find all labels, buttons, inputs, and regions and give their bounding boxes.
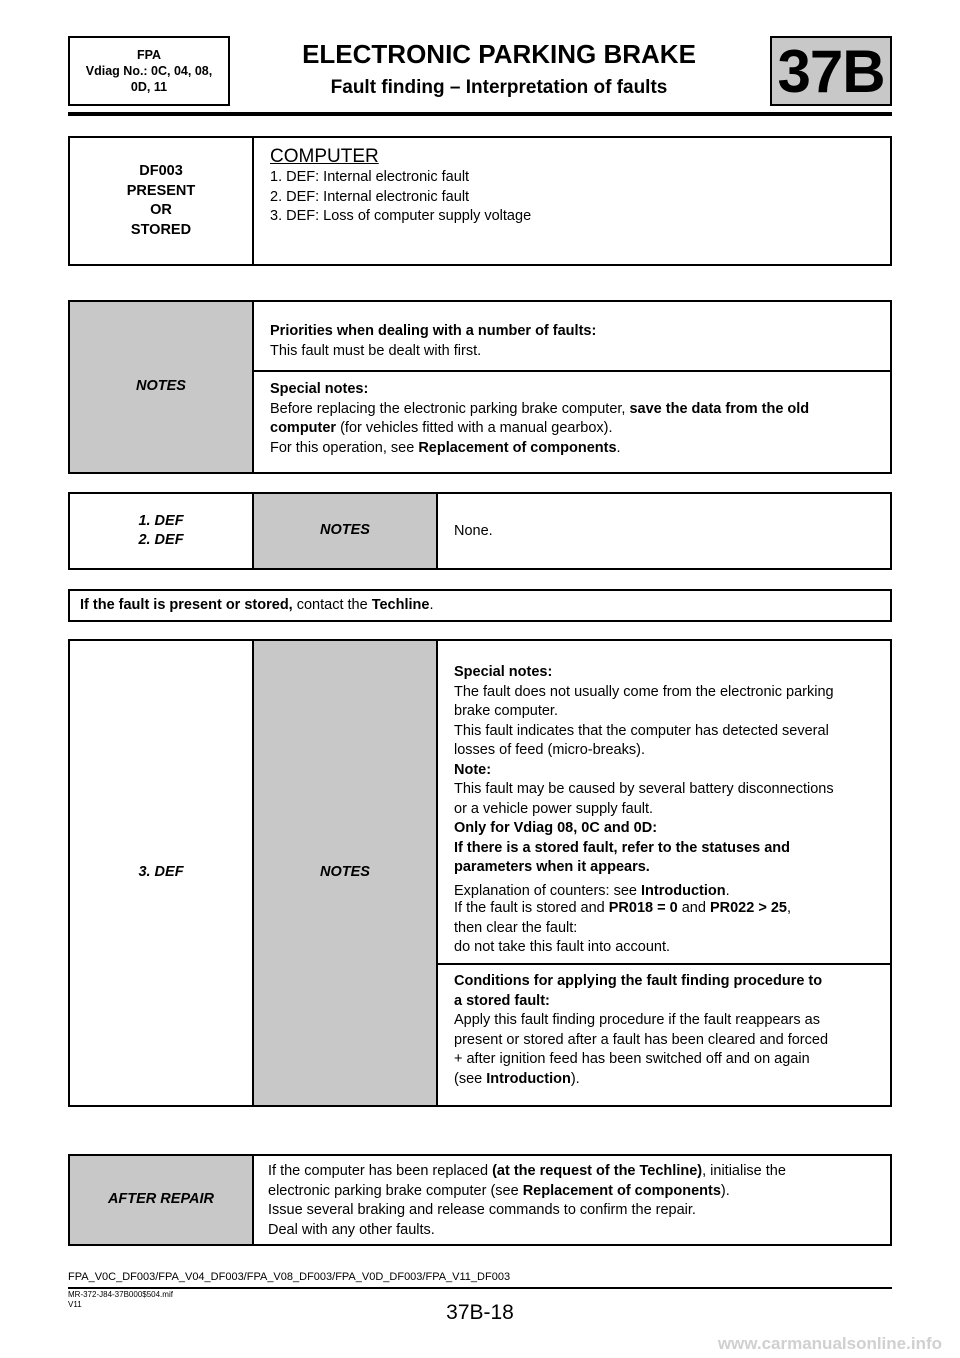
after-repair-label-cell: [70, 1156, 252, 1244]
def3-box: [68, 639, 892, 1107]
def3-notes-label: NOTES: [320, 864, 370, 881]
def3-stored-note-2: parameters when it appears.: [454, 859, 650, 875]
def3-clear-line: then clear the fault:: [454, 919, 578, 936]
def2-label: 2. DEF: [138, 532, 184, 548]
watermark: www.carmanualsonline.info: [717, 1334, 942, 1353]
def3-note-title: Note:: [454, 761, 492, 778]
fault-line-1: 1. DEF: Internal electronic fault: [270, 169, 470, 185]
def12-notes-text: None.: [454, 523, 493, 539]
def3-line-4: losses of feed (micro-breaks).: [454, 742, 645, 758]
fault-state-present: PRESENT: [126, 182, 196, 199]
fault-name: COMPUTER: [270, 146, 379, 167]
def3-label-cell: [70, 641, 252, 1105]
def12-label-cell: [70, 494, 252, 568]
def3-label: 3. DEF: [138, 864, 184, 881]
header-rule: [68, 112, 892, 116]
def3-line-3: This fault indicates that the computer has detected several: [454, 722, 829, 739]
vdiag-line-1: Vdiag No.: 0C, 04, 08,: [85, 64, 213, 78]
priorities-text: This fault must be dealt with first.: [270, 342, 482, 359]
after-repair-line-2: electronic parking brake computer (see Replacement of components).: [268, 1182, 730, 1199]
after-repair-label: AFTER REPAIR: [107, 1191, 215, 1208]
def3-line-5: This fault may be caused by several battery disconnections: [454, 781, 834, 797]
after-repair-line-3: Issue several braking and release commands to confirm the repair.: [268, 1202, 696, 1218]
def3-counters-line: Explanation of counters: see Introduction.: [454, 882, 730, 899]
special-notes-line-3: For this operation, see Replacement of components.: [270, 439, 621, 456]
def1-label: 1. DEF: [138, 512, 184, 529]
vdiag-line-2: 0D, 11: [130, 80, 168, 94]
footer-rule: [68, 1287, 892, 1289]
fault-code: DF003: [139, 163, 183, 179]
after-repair-box: [68, 1154, 892, 1246]
notes-priorities-box: [68, 300, 892, 474]
fault-code-cell: [70, 138, 252, 264]
def3-conditions-line-3: + after ignition feed has been switched off and on again: [454, 1051, 810, 1067]
def3-conditions-line-4: (see Introduction).: [454, 1070, 580, 1087]
def3-conditions-title-2: a stored fault:: [454, 992, 550, 1009]
special-notes-title: Special notes:: [270, 381, 369, 397]
techline-text: If the fault is present or stored, contact the Techline.: [80, 597, 434, 613]
def3-line-6: or a vehicle power supply fault.: [454, 800, 654, 817]
special-notes-line-1: Before replacing the electronic parking brake computer, save the data from the old: [270, 400, 810, 417]
section-badge: 37B: [770, 36, 892, 106]
def12-notes-label: NOTES: [320, 522, 370, 539]
def12-box: [68, 492, 892, 570]
footer-reference: FPA_V0C_DF003/FPA_V04_DF003/FPA_V08_DF003/FPA_V0D_DF003/FPA_V11_DF003: [68, 1271, 511, 1283]
page-subtitle: Fault finding – Interpretation of faults: [330, 77, 668, 98]
def3-vdiag-note: Only for Vdiag 08, 0C and 0D:: [454, 820, 658, 836]
fault-box: [68, 136, 892, 266]
def3-line-2: brake computer.: [454, 703, 558, 719]
fault-state-stored: STORED: [130, 221, 192, 238]
def3-ignore-line: do not take this fault into account.: [454, 939, 671, 955]
notes-label: NOTES: [136, 378, 186, 395]
notes-label-cell: [70, 302, 252, 472]
def12-notes-cell: [254, 494, 436, 568]
def3-conditions-title-1: Conditions for applying the fault finding procedure to: [454, 973, 823, 989]
def3-line-1: The fault does not usually come from the electronic parking: [454, 683, 834, 700]
footer-doc-id: MR-372-J84-37B000$504.mif: [68, 1290, 173, 1299]
def3-notes-cell: [254, 641, 436, 1105]
def3-stored-note-1: If there is a stored fault, refer to the statuses and: [454, 839, 790, 856]
def3-condition-line: If the fault is stored and PR018 = 0 and PR022 > 25,: [454, 900, 791, 916]
def3-conditions-line-1: Apply this fault finding procedure if the fault reappears as: [454, 1012, 820, 1028]
page-number: 37B-18: [446, 1301, 514, 1324]
def3-special-title: Special notes:: [454, 664, 553, 680]
fpa-label: FPA: [136, 48, 162, 62]
after-repair-line-4: Deal with any other faults.: [268, 1221, 435, 1238]
def3-conditions-line-2: present or stored after a fault has been cleared and forced: [454, 1031, 829, 1048]
fault-line-3: 3. DEF: Loss of computer supply voltage: [270, 208, 532, 224]
fault-state-or: OR: [150, 202, 172, 218]
page-title: ELECTRONIC PARKING BRAKE: [302, 38, 696, 69]
techline-box: [68, 589, 892, 622]
special-notes-line-2: computer (for vehicles fitted with a manual gearbox).: [270, 420, 613, 436]
footer-version: V11: [68, 1300, 82, 1309]
fault-line-2: 2. DEF: Internal electronic fault: [270, 188, 470, 205]
after-repair-line-1: If the computer has been replaced (at the request of the Techline), initialise the: [268, 1163, 786, 1179]
vdiag-box: [68, 36, 230, 106]
priorities-title: Priorities when dealing with a number of faults:: [270, 323, 597, 339]
